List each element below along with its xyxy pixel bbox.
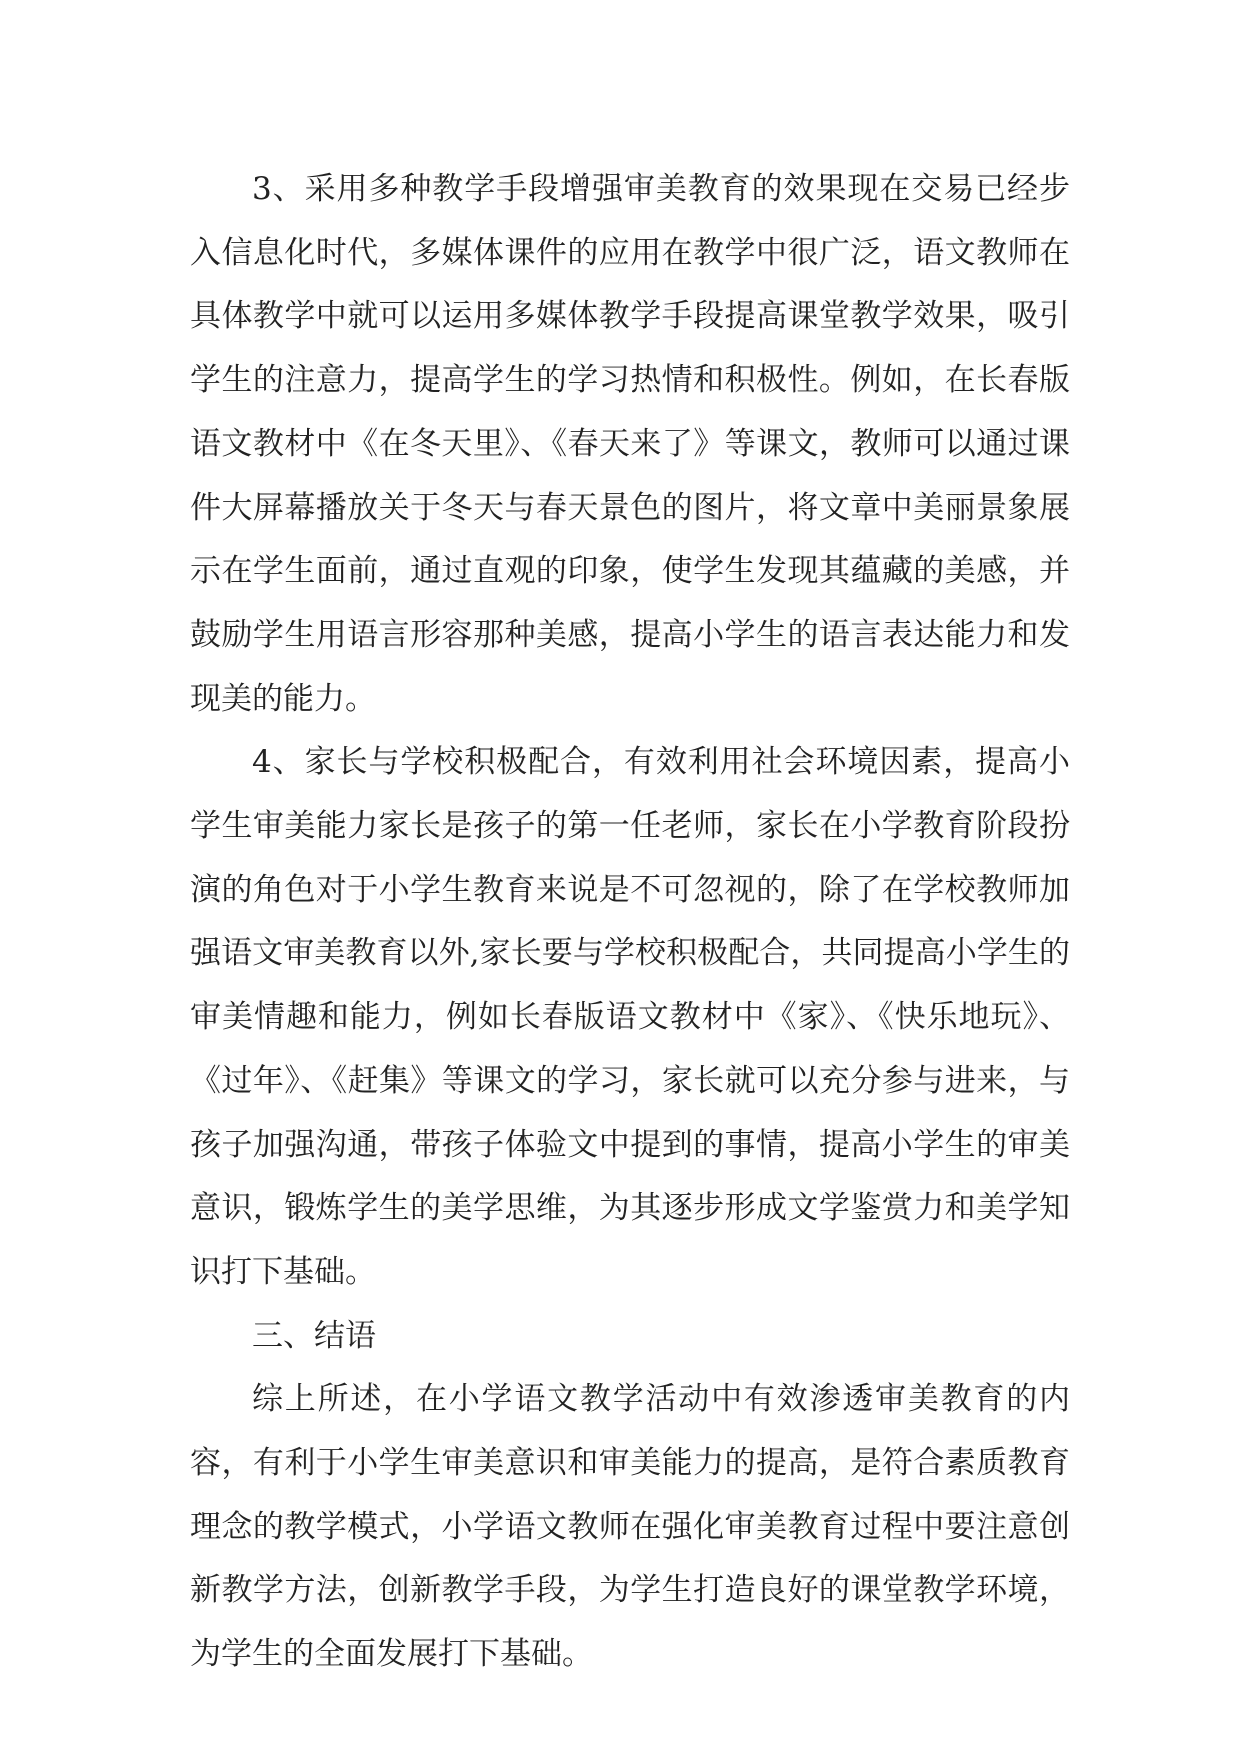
document-body bbox=[190, 158, 1070, 1687]
section-heading-conclusion: 三、结语 bbox=[252, 1317, 376, 1354]
paragraph-multimedia-teaching: 3、采用多种教学手段增强审美教育的效果现在交易已经步入信息化时代，多媒体课件的应用在教学中很广泛，语文教师在具体教学中就可以运用多媒体教学手段提高课堂教学效果，吸引学生的注意力，提高学生的学习热情和积极性。例如，在长春版语文教材中《在冬天里》、《春天来了》等课文，教师可以通过课件大屏幕播放关于冬天与春天景色的图片，将文章中美丽景象展示在学生面前，通过直观的印象，使学生发现其蕴藏的美感，并鼓励学生用语言形容那种美感，提高小学生的语言表达能力和发现美的能力。 bbox=[190, 171, 1070, 717]
paragraph-conclusion: 综上所述，在小学语文教学活动中有效渗透审美教育的内容，有利于小学生审美意识和审美能力的提高，是符合素质教育理念的教学模式，小学语文教师在强化审美教育过程中要注意创新教学方法，创新教学手段，为学生打造良好的课堂教学环境，为学生的全面发展打下基础。 bbox=[190, 1381, 1070, 1673]
paragraph-parent-school-cooperation: 4、家长与学校积极配合，有效利用社会环境因素，提高小学生审美能力家长是孩子的第一任老师，家长在小学教育阶段扮演的角色对于小学生教育来说是不可忽视的，除了在学校教师加强语文审美教育以外,家长要与学校积极配合，共同提高小学生的审美情趣和能力，例如长春版语文教材中《家》、《快乐地玩》、《过年》、《赶集》等课文的学习，家长就可以充分参与进来，与孩子加强沟通，带孩子体验文中提到的事情，提高小学生的审美意识，锻炼学生的美学思维，为其逐步形成文学鉴赏力和美学知识打下基础。 bbox=[190, 744, 1070, 1290]
